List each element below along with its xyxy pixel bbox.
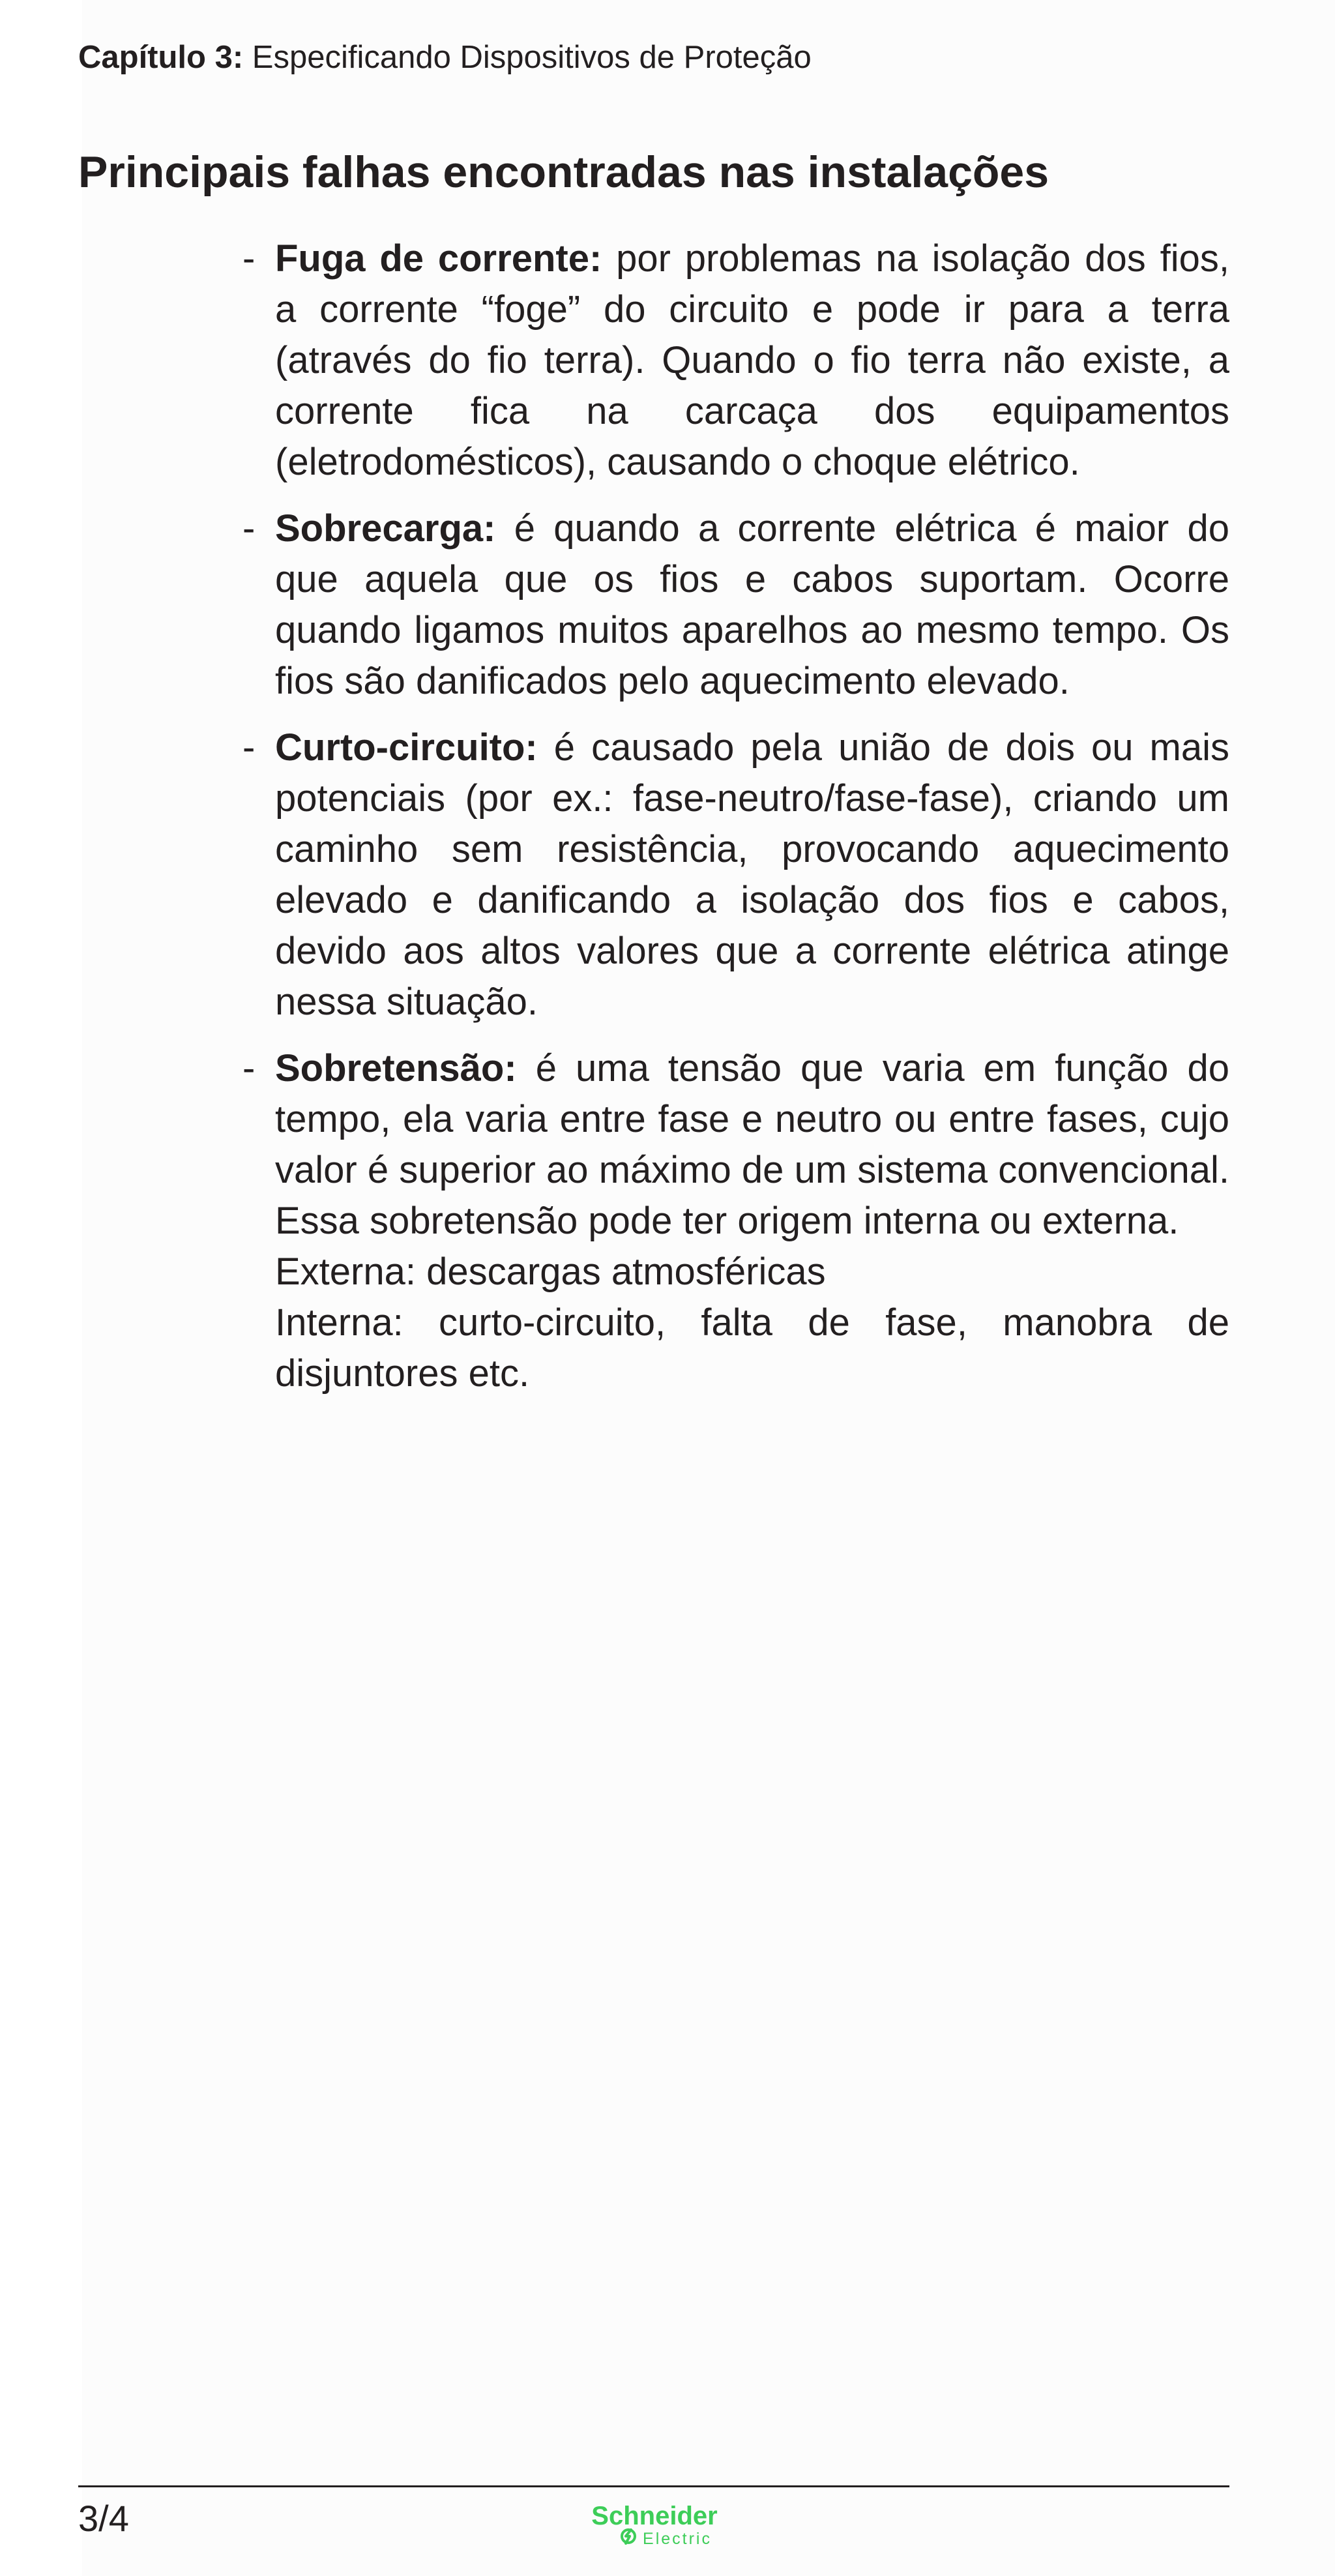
- failure-item-overvoltage: [242, 1043, 1229, 1399]
- list-dash: -: [242, 237, 256, 280]
- page-title: Principais falhas encontradas nas instalações: [78, 147, 1049, 197]
- chapter-header: [78, 39, 812, 76]
- failure-description: é uma tensão que varia em função do tempo, ela varia entre fase e neutro ou entre fases, cujo valor é superior ao máximo de um sistema convencional. Essa sobretensão pode ter origem interna ou externa.: [275, 1047, 1229, 1242]
- chapter-title: Especificando Dispositivos de Proteção: [252, 40, 812, 75]
- failure-description: é causado pela união de dois ou mais potenciais (por ex.: fase-neutro/fase-fase), criando um caminho sem resistência, provocando aquecimento elevado e danificando a isolação dos fios e cabos, devido aos altos valores que a corrente elétrica atinge nessa situação.: [275, 726, 1229, 1023]
- failure-description: é quando a corrente elétrica é maior do que aquela que os fios e cabos suportam. Ocorre quando ligamos muitos aparelhos ao mesmo tempo. Os fios são danificados pelo aquecimento elevado.: [275, 507, 1229, 702]
- schneider-electric-logo: [579, 2498, 729, 2551]
- brand-sub: Electric: [643, 2530, 712, 2548]
- page-number: 3/4: [78, 2498, 129, 2539]
- failure-term: Sobretensão:: [275, 1047, 517, 1089]
- overvoltage-internal: Interna: curto-circuito, falta de fase, manobra de disjuntores etc.: [275, 1301, 1229, 1395]
- brand-name: Schneider: [591, 2502, 718, 2530]
- failure-list: [242, 233, 1229, 1415]
- failure-item-overload: [242, 503, 1229, 707]
- failure-term: Curto-circuito:: [275, 726, 538, 769]
- footer-divider: [78, 2485, 1229, 2487]
- list-dash: -: [242, 726, 256, 769]
- overvoltage-external: Externa: descargas atmosféricas: [275, 1251, 826, 1293]
- list-dash: -: [242, 507, 256, 550]
- list-dash: -: [242, 1047, 256, 1089]
- chapter-label: Capítulo 3:: [78, 40, 244, 75]
- failure-term: Fuga de corrente:: [275, 237, 602, 280]
- life-is-on-icon: [622, 2530, 635, 2543]
- failure-description: por problemas na isolação dos fios, a corrente “foge” do circuito e pode ir para a terra (através do fio terra). Quando o fio terra não existe, a corrente fica na carcaça dos equipamentos (eletrodomésticos), causando o choque elétrico.: [275, 237, 1229, 483]
- failure-term: Sobrecarga:: [275, 507, 496, 550]
- failure-item-short-circuit: [242, 722, 1229, 1028]
- failure-item-leakage: [242, 233, 1229, 488]
